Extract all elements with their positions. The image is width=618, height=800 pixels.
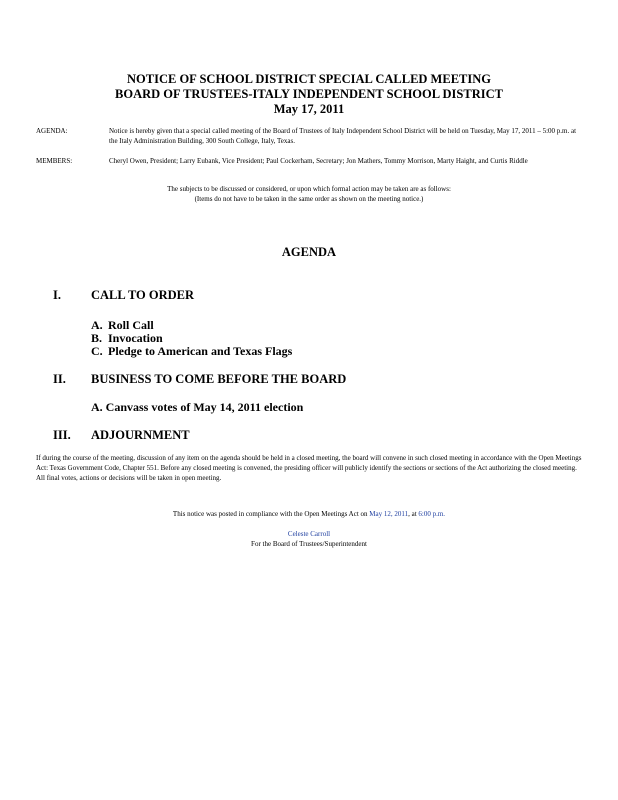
item-letter: A. [91,400,103,414]
signatory-title: For the Board of Trustees/Superintendent [251,539,367,548]
section-number: II. [53,372,66,386]
members-text: Cheryl Owen, President; Larry Eubank, Vice President; Paul Cockerham, Secretary; Jon Mathers, Tommy Morrison, Marty Haight, and Curtis Riddle [109,157,528,165]
agenda-heading: AGENDA [281,245,337,259]
subjects-line1: The subjects to be discussed or considered, or upon which formal action may be taken are as follows: [167,185,451,193]
subjects-note [0,185,618,204]
section-title: CALL TO ORDER [91,288,195,302]
closed-meeting-paragraph: If during the course of the meeting, discussion of any item on the agenda should be held in a closed meeting, the board will convene in such closed meeting in accordance with the Open Meetings Act: Texas Government Code, Chapter 551. Before any closed meeting is convened, the presiding officer will publicly identify the sections or sections of the Act authorizing the closed meeting. All final votes, actions or decisions will be taken in open meeting. [36,454,582,482]
document-header [0,72,618,117]
posting-date: May 12, 2011 [369,510,409,518]
item-text: Invocation [108,331,163,345]
item-text: Canvass votes of May 14, 2011 election [105,400,304,414]
members-label: MEMBERS: [36,157,73,165]
item-letter: A. [91,318,103,332]
posting-prefix: This notice was posted in compliance with the Open Meetings Act on [172,510,370,518]
agenda-item-pledge [91,344,292,359]
signatory-name: Celeste Carroll [287,530,331,538]
item-text: Roll Call [108,318,154,332]
item-letter: B. [91,331,103,345]
section-title: BUSINESS TO COME BEFORE THE BOARD [91,372,347,386]
item-text: Pledge to American and Texas Flags [108,344,293,358]
posting-middle: , at [408,510,419,518]
subjects-line2: (Items do not have to be taken in the same order as shown on the meeting notice.) [194,194,424,203]
header-date: May 17, 2011 [273,102,345,116]
agenda-item-canvass-votes [91,400,303,415]
header-title-line1: NOTICE OF SCHOOL DISTRICT SPECIAL CALLED MEETING [127,72,491,86]
header-title-line2: BOARD OF TRUSTEES-ITALY INDEPENDENT SCHOOL DISTRICT [115,87,503,101]
posting-time: 6:00 p.m. [418,510,446,518]
item-letter: C. [91,344,103,358]
agenda-notice-text: Notice is hereby given that a special called meeting of the Board of Trustees of Italy Independent School District will be held on Tuesday, May 17, 2011 – 5:00 p.m. at the Italy Administration Building, 300 South College, Italy, Texas. [109,127,577,145]
section-number: III. [53,428,71,442]
signature-block [0,530,618,549]
agenda-notice-label: AGENDA: [36,127,68,135]
section-number: I. [53,288,61,302]
section-title: ADJOURNMENT [91,428,190,442]
posting-notice [0,510,618,518]
